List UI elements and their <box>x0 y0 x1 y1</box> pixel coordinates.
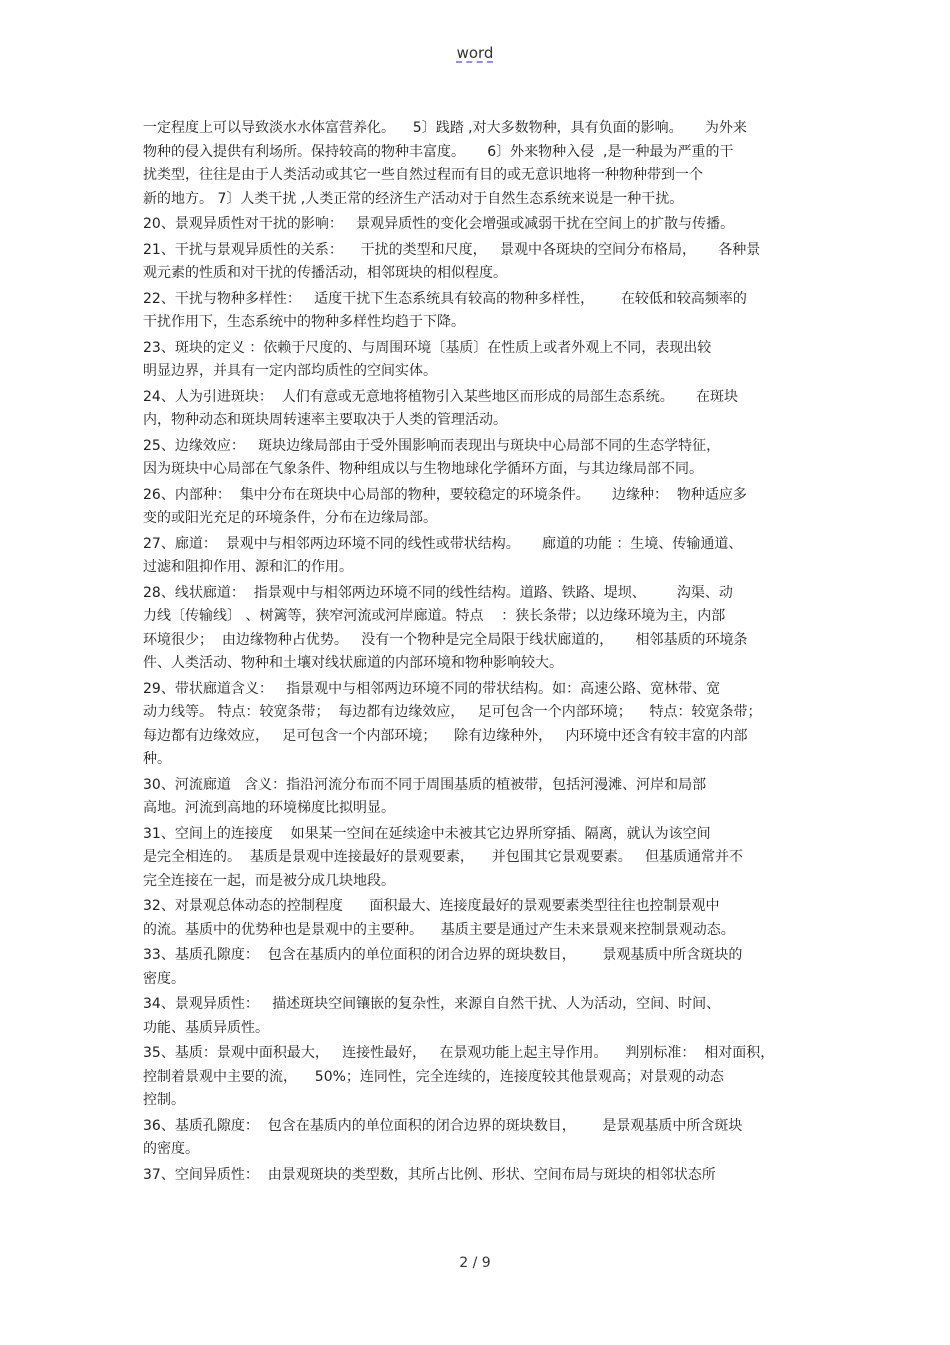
text-line: 干扰作用下，生态系统中的物种多样性均趋于下降。 <box>143 314 465 330</box>
header-title: word <box>456 44 494 62</box>
text-line: 29、带状廊道含义： 指景观中与相邻两边环境不同的带状结构。如：高速公路、宽林带、宽 <box>143 680 721 697</box>
text-line: 力线〔传输线〕 、树篱等，狭窄河流或河岸廊道。特点 ：狭长条带；以边缘环境为主，内部 <box>143 608 726 624</box>
text-line: 控制。 <box>143 1092 185 1108</box>
text-line: 明显边界，并具有一定内部均质性的空间实体。 <box>143 363 437 379</box>
text-line: 观元素的性质和对干扰的传播活动，相邻斑块的相似程度。 <box>143 265 507 281</box>
text-line: 变的或阳光充足的环境条件，分布在边缘局部。 <box>143 510 437 526</box>
text-line: 27、廊道： 景观中与相邻两边环境不同的线性或带状结构。 廊道的功能 ：生境、传输通道、 <box>143 535 743 552</box>
text-line: 21、干扰与景观异质性的关系： 干扰的类型和尺度， 景观中各斑块的空间分布格局， 各种景 <box>143 241 761 258</box>
text-line: 新的地方。 7〕人类干扰 ,人类正常的经济生产活动对于自然生态系统来说是一种干扰。 <box>143 190 684 207</box>
text-line: 26、内部种： 集中分布在斑块中心局部的物种，要较稳定的环境条件。 边缘种： 物种适应多 <box>143 486 747 503</box>
text-line: 过滤和阻抑作用、源和汇的作用。 <box>143 559 353 575</box>
document-body <box>143 117 808 1187</box>
text-line: 是完全相连的。 基质是景观中连接最好的景观要素， 并包围其它景观要素。 但基质通常并不 <box>143 849 744 865</box>
text-line: 24、人为引进斑块： 人们有意或无意地将植物引入某些地区而形成的局部生态系统。 在斑块 <box>143 388 738 405</box>
text-line: 扰类型，往往是由于人类活动或其它一些自然过程而有目的或无意识地将一种物种带到一个 <box>143 167 703 183</box>
text-line: 物种的侵入提供有利场所。保持较高的物种丰富度。 6〕外来物种入侵 ,是一种最为严重的干 <box>143 143 734 160</box>
text-line: 36、基质孔隙度： 包含在基质内的单位面积的闭合边界的斑块数目， 是景观基质中所含斑块 <box>143 1117 743 1134</box>
text-line: 每边都有边缘效应， 足可包含一个内部环境； 除有边缘种外， 内环境中还含有较丰富的内部 <box>143 727 748 744</box>
text-line: 25、边缘效应： 斑块边缘局部由于受外围影响而表现出与斑块中心局部不同的生态学特征， <box>143 437 721 454</box>
page-footer <box>0 1255 950 1271</box>
text-line: 37、空间异质性： 由景观斑块的类型数，其所占比例、形状、空间布局与斑块的相邻状态所 <box>143 1166 716 1183</box>
text-line: 密度。 <box>143 970 185 987</box>
text-line: 控制着景观中主要的流， 50%；连同性，完全连续的，连接度较其他景观高；对景观的动态 <box>143 1068 724 1085</box>
text-line: 30、河流廊道 含义：指沿河流分布而不同于周围基质的植被带，包括河漫滩、河岸和局部 <box>143 776 707 793</box>
text-line: 31、空间上的连接度 如果某一空间在延续途中未被其它边界所穿插、隔离，就认为该空间 <box>143 825 711 842</box>
text-line: 33、基质孔隙度： 包含在基质内的单位面积的闭合边界的斑块数目， 景观基质中所含斑块的 <box>143 947 743 963</box>
text-line: 动力线等。 特点：较宽条带； 每边都有边缘效应， 足可包含一个内部环境； 特点：较宽条带； <box>143 704 762 720</box>
text-line: 因为斑块中心局部在气象条件、物种组成以与生物地球化学循环方面，与其边缘局部不同。 <box>143 461 703 477</box>
text-line: 高地。河流到高地的环境梯度比拟明显。 <box>143 800 395 816</box>
text-line: 完全连接在一起，而是被分成几块地段。 <box>143 872 395 889</box>
page-header <box>0 44 950 62</box>
text-line: 种。 <box>143 751 171 767</box>
text-line: 功能、基质异质性。 <box>143 1019 269 1036</box>
text-line: 一定程度上可以导致淡水水体富营养化。 5〕践踏 ,对大多数物种，具有负面的影响。 为外来 <box>143 120 747 136</box>
text-line: 环境很少； 由边缘物种占优势。 没有一个物种是完全局限于线状廊道的， 相邻基质的环境条 <box>143 631 748 648</box>
text-line: 28、线状廊道： 指景观中与相邻两边环境不同的线性结构。道路、铁路、堤坝、 沟渠、动 <box>143 584 733 601</box>
page-number: 2 / 9 <box>459 1255 491 1271</box>
text-line: 34、景观异质性： 描述斑块空间镶嵌的复杂性，来源自自然干扰、人为活动，空间、时间、 <box>143 996 721 1012</box>
text-line: 23、斑块的定义 ：依赖于尺度的、与周围环境〔基质〕在性质上或者外观上不同，表现出较 <box>143 339 712 356</box>
text-line: 20、景观异质性对干扰的影响： 景观异质性的变化会增强或减弱干扰在空间上的扩散与传播。 <box>143 216 735 232</box>
text-line: 22、干扰与物种多样性： 适度干扰下生态系统具有较高的物种多样性， 在较低和较高频率的 <box>143 290 747 307</box>
text-line: 的密度。 <box>143 1141 199 1157</box>
text-line: 件、人类活动、物种和土壤对线状廊道的内部环境和物种影响较大。 <box>143 655 563 671</box>
text-line: 35、基质：景观中面积最大， 连接性最好， 在景观功能上起主导作用。 判别标准： 相对面积， <box>143 1045 775 1061</box>
text-line: 的流。基质中的优势种也是景观中的主要种。 基质主要是通过产生未来景观来控制景观动态。 <box>143 921 735 938</box>
text-line: 内，物种动态和斑块周转速率主要取决于人类的管理活动。 <box>143 412 507 428</box>
text-line: 32、对景观总体动态的控制程度 面积最大、连接度最好的景观要素类型往往也控制景观中 <box>143 898 720 914</box>
